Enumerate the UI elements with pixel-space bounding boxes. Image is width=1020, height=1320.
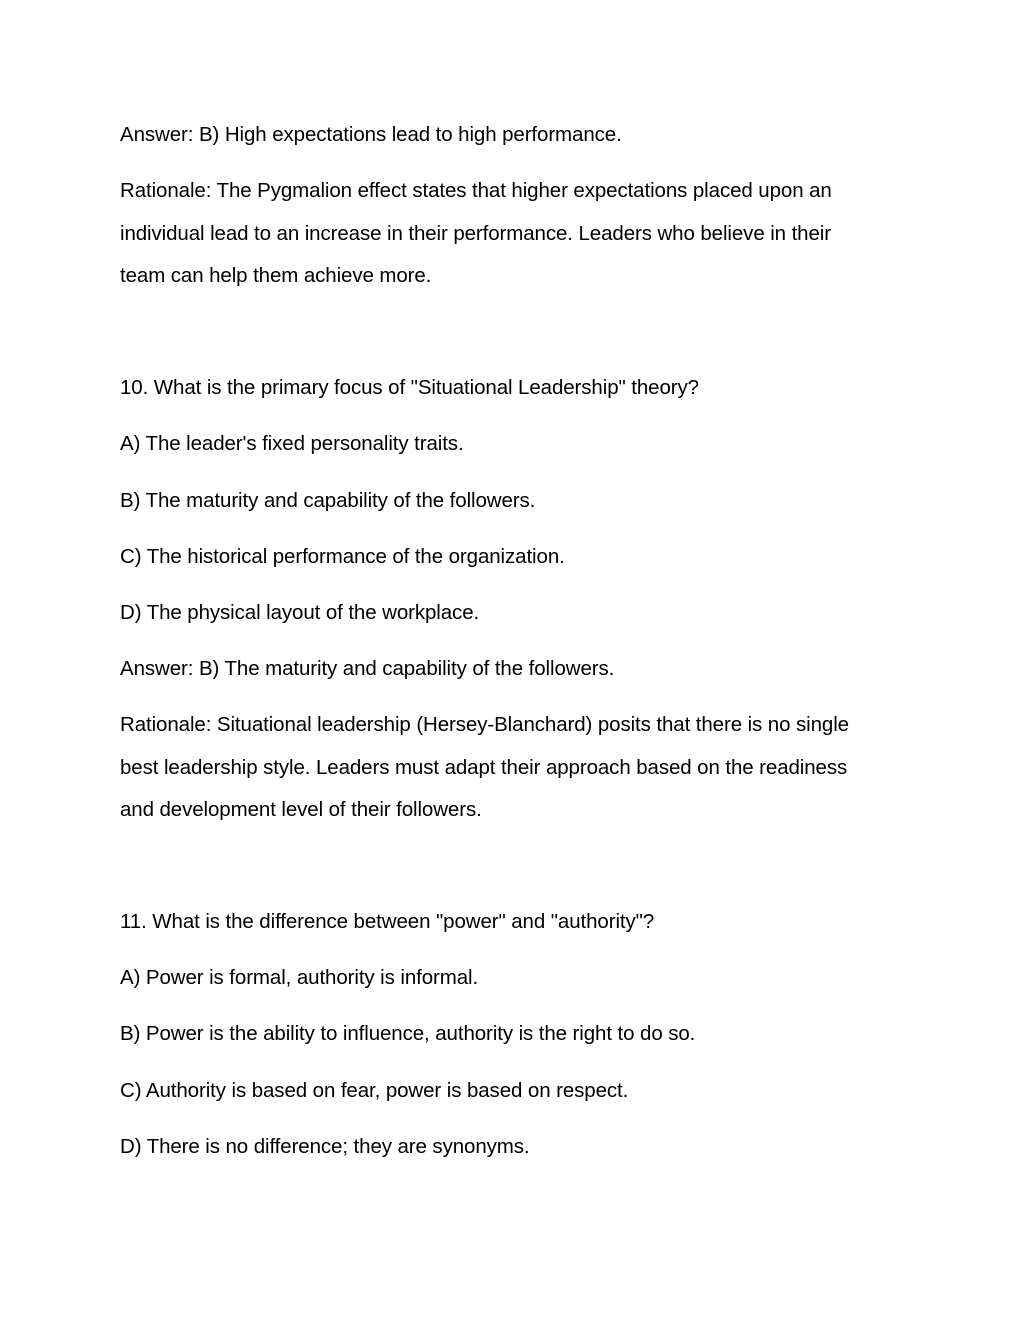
rationale-q9-line-1: Rationale: The Pygmalion effect states that higher expectations placed upon an <box>120 179 832 202</box>
answer-q10: Answer: B) The maturity and capability of the followers. <box>120 657 615 680</box>
question-10: 10. What is the primary focus of "Situational Leadership" theory? <box>120 376 699 399</box>
q11-option-d: D) There is no difference; they are synonyms. <box>120 1135 530 1158</box>
q10-option-c: C) The historical performance of the organization. <box>120 545 565 568</box>
q11-option-a: A) Power is formal, authority is informal. <box>120 966 479 989</box>
q10-option-b: B) The maturity and capability of the followers. <box>120 489 536 512</box>
answer-q9: Answer: B) High expectations lead to high performance. <box>120 123 622 146</box>
rationale-q10-line-3: and development level of their followers. <box>120 798 482 821</box>
q10-option-d: D) The physical layout of the workplace. <box>120 601 480 624</box>
q11-option-c: C) Authority is based on fear, power is based on respect. <box>120 1079 629 1102</box>
question-11: 11. What is the difference between "power" and "authority"? <box>120 910 655 933</box>
rationale-q10-line-2: best leadership style. Leaders must adapt their approach based on the readiness <box>120 756 848 779</box>
rationale-q9-line-3: team can help them achieve more. <box>120 264 432 287</box>
rationale-q10-line-1: Rationale: Situational leadership (Hersey-Blanchard) posits that there is no single <box>120 713 849 736</box>
rationale-q9-line-2: individual lead to an increase in their performance. Leaders who believe in their <box>120 222 831 245</box>
q11-option-b: B) Power is the ability to influence, authority is the right to do so. <box>120 1022 696 1045</box>
q10-option-a: A) The leader's fixed personality traits. <box>120 432 464 455</box>
